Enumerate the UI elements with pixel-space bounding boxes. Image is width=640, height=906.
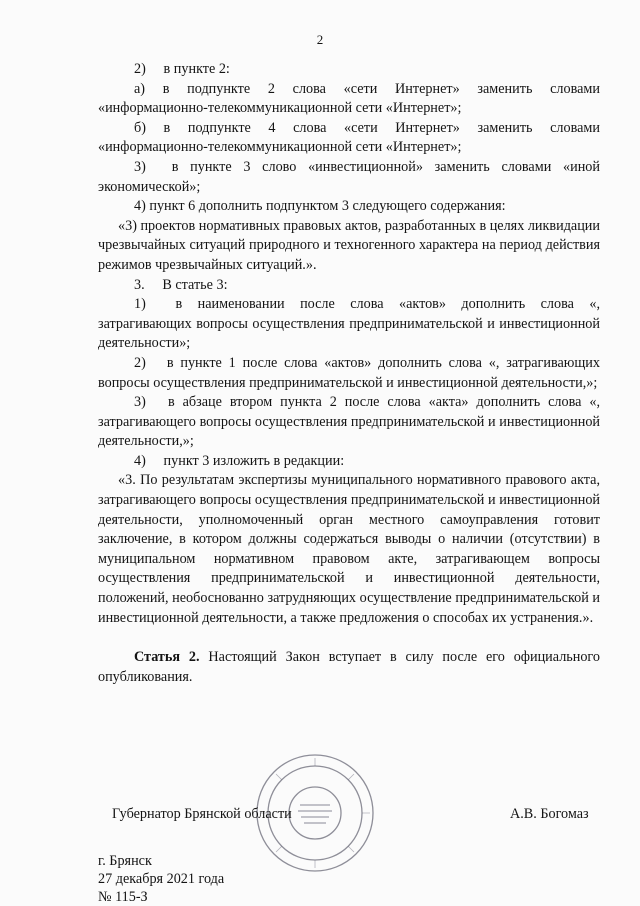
governor-title: Губернатор Брянской области <box>112 806 292 822</box>
paragraph: «3. По результатам экспертизы муниципального нормативного правового акта, затрагивающего вопросы осуществления предпринимательской и инвестиционной деятельности, уполномоченный орган местного самоуправления готовит заключение, в котором должны содержаться выводы о наличии (отсутствии) в муниципальном нормативном правовом акте, затрагивающем вопросы осуществления предпринимательской и инвестиционной деятельности, положений, необоснованно затрудняющих осуществление предпринимательской и инвестиционной деятельности, а также предложения о способах их устранения.». <box>98 472 600 626</box>
law-date: 27 декабря 2021 года <box>98 871 225 887</box>
law-details <box>98 852 224 906</box>
paragraph: 1) в наименовании после слова «актов» дополнить слова «, затрагивающих вопросы осуществления предпринимательской и инвестиционной деятельности»; <box>98 296 600 352</box>
article-2-text: Настоящий Закон вступает в силу после его официального опубликования. <box>98 649 600 685</box>
paragraph: 4) пункт 3 изложить в редакции: <box>134 452 345 469</box>
paragraph: а) в подпункте 2 слова «сети Интернет» заменить словами «информационно-телекоммуникационной сети «Интернет»; <box>98 80 600 117</box>
paragraph: «3) проектов нормативных правовых актов, разработанных в целях ликвидации чрезвычайных ситуаций природного и техногенного характера на период действия режимов чрезвычайных ситуаций.». <box>98 217 600 273</box>
article-2 <box>98 648 600 687</box>
paragraph: 2) в пункте 1 после слова «актов» дополнить слова «, затрагивающих вопросы осуществления предпринимательской и инвестиционной деятельности,»; <box>98 354 600 391</box>
paragraph: 4) пункт 6 дополнить подпунктом 3 следующего содержания: <box>134 198 506 215</box>
paragraph: 3) в абзаце втором пункта 2 после слова «акта» дополнить слова «, затрагивающего вопросы осуществления предпринимательской и инвестиционной деятельности,»; <box>98 394 600 450</box>
article-2-title: Статья 2. <box>134 649 200 666</box>
paragraph: 2) в пункте 2: <box>134 61 230 77</box>
city: г. Брянск <box>98 853 152 869</box>
governor-name: А.В. Богомаз <box>510 806 589 822</box>
law-number: № 115-З <box>98 889 148 905</box>
paragraph: б) в подпункте 4 слова «сети Интернет» заменить словами «информационно-телекоммуникационной сети «Интернет»; <box>98 119 600 156</box>
document-body <box>98 60 600 687</box>
paragraph: 3. В статье 3: <box>134 276 228 293</box>
page-number: 2 <box>316 32 324 47</box>
paragraph: 3) в пункте 3 слово «инвестиционной» заменить словами «иной экономической»; <box>98 158 600 195</box>
